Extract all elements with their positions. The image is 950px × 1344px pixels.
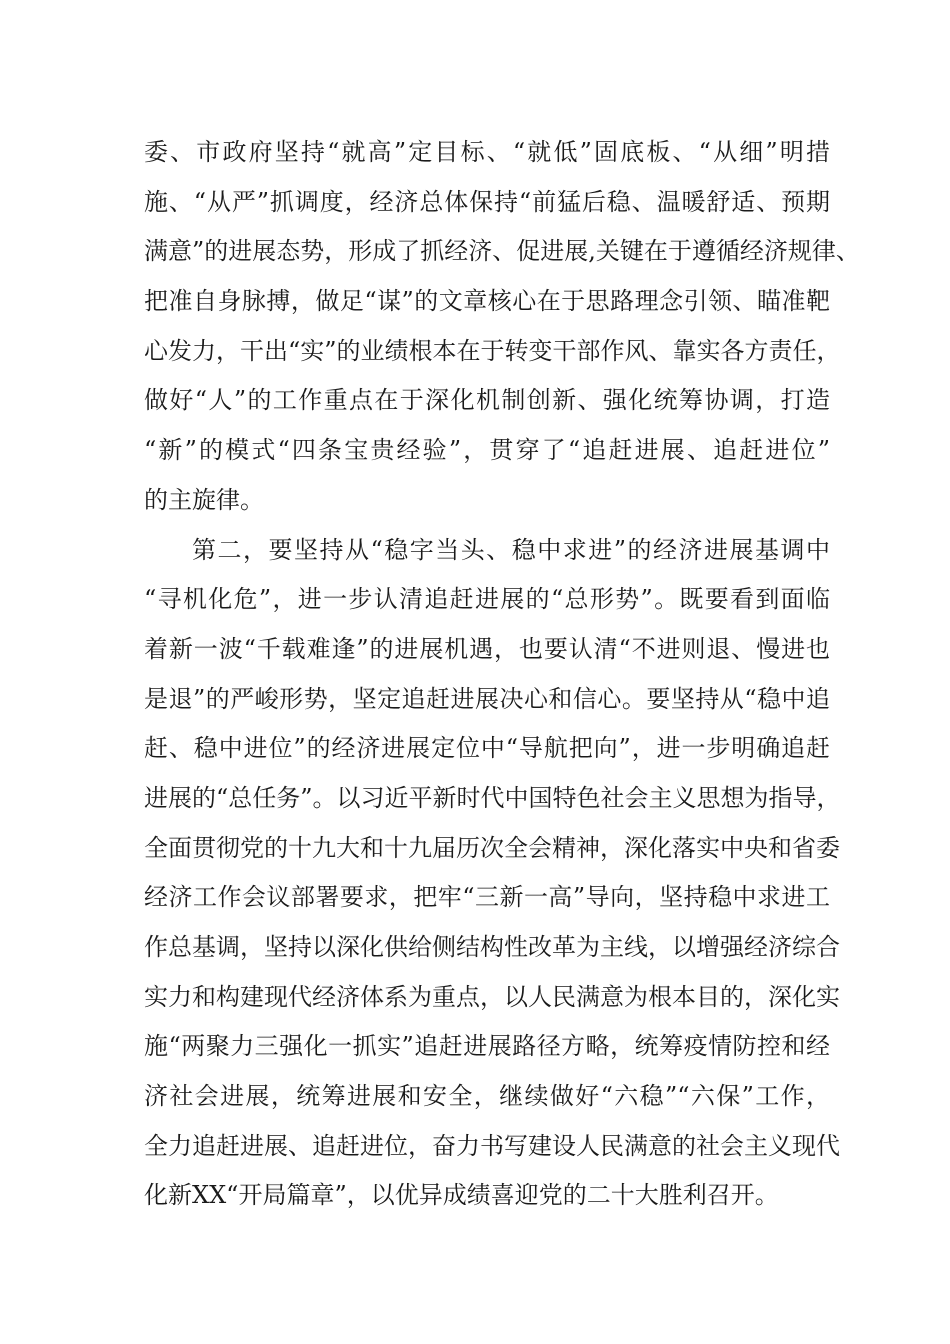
text-line: 做好“人”的工作重点在于深化机制创新、强化统筹协调，打造 bbox=[144, 386, 830, 415]
text-line: 满意”的进展态势，形成了抓经济、促进展,关键在于遵循经济规律、 bbox=[144, 237, 860, 266]
text-line: 全面贯彻党的十九大和十九届历次全会精神，深化落实中央和省委 bbox=[144, 833, 840, 862]
paragraph-start-line: 第二，要坚持从“稳字当头、稳中求进”的经济进展基调中 bbox=[192, 535, 830, 564]
text-line: 施、“从严”抓调度，经济总体保持“前猛后稳、温暖舒适、预期 bbox=[144, 187, 830, 216]
text-line: 赶、稳中进位”的经济进展定位中“导航把向”，进一步明确追赶 bbox=[144, 734, 830, 763]
text-line: 济社会进展，统筹进展和安全，继续做好“六稳”“六保”工作， bbox=[144, 1082, 830, 1111]
text-line: 进展的“总任务”。以习近平新时代中国特色社会主义思想为指导， bbox=[144, 783, 841, 812]
text-line: 施“两聚力三强化一抓实”追赶进展路径方略，统筹疫情防控和经 bbox=[144, 1032, 830, 1061]
document-body bbox=[144, 128, 860, 1221]
text-line: 实力和构建现代经济体系为重点，以人民满意为根本目的，深化实 bbox=[144, 982, 840, 1011]
text-line: 的主旋律。 bbox=[144, 485, 264, 514]
text-line: 是退”的严峻形势，坚定追赶进展决心和信心。要坚持从“稳中追 bbox=[144, 684, 830, 713]
text-line: “新”的模式“四条宝贵经验”，贯穿了“追赶进展、追赶进位” bbox=[144, 436, 830, 465]
text-line: 委、市政府坚持“就高”定目标、“就低”固底板、“从细”明措 bbox=[144, 138, 830, 166]
text-line: 心发力，干出“实”的业绩根本在于转变干部作风、靠实各方责任， bbox=[144, 336, 841, 365]
text-line: 着新一波“千载难逢”的进展机遇，也要认清“不进则退、慢进也 bbox=[144, 634, 830, 663]
text-line: 作总基调，坚持以深化供给侧结构性改革为主线，以增强经济综合 bbox=[144, 933, 840, 961]
text-line: 全力追赶进展、追赶进位，奋力书写建设人民满意的社会主义现代 bbox=[144, 1131, 840, 1160]
text-line: 经济工作会议部署要求，把牢“三新一高”导向，坚持稳中求进工 bbox=[144, 883, 830, 912]
text-line: “寻机化危”，进一步认清追赶进展的“总形势”。既要看到面临 bbox=[144, 585, 830, 614]
text-line: 把准自身脉搏，做足“谋”的文章核心在于思路理念引领、瞄准靶 bbox=[144, 287, 830, 316]
text-line: 化新XX“开局篇章”，以优异成绩喜迎党的二十大胜利召开。 bbox=[144, 1181, 779, 1210]
